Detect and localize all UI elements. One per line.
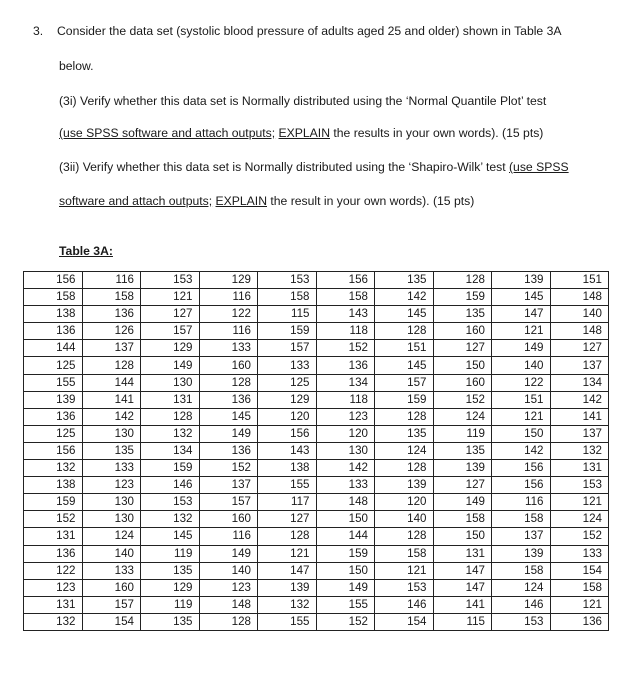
table-cell: 155: [258, 477, 317, 494]
table-cell: 141: [550, 408, 609, 425]
table-cell: 124: [550, 511, 609, 528]
table-cell: 120: [316, 425, 375, 442]
table-cell: 132: [24, 460, 83, 477]
table-cell: 130: [82, 494, 141, 511]
table-cell: 151: [492, 391, 551, 408]
table-cell: 131: [433, 545, 492, 562]
table-cell: 121: [492, 323, 551, 340]
table-cell: 149: [199, 545, 258, 562]
table-cell: 155: [258, 613, 317, 630]
table-cell: 140: [82, 545, 141, 562]
table-cell: 115: [433, 613, 492, 630]
table-cell: 128: [375, 408, 434, 425]
table-cell: 137: [82, 340, 141, 357]
table-cell: 130: [82, 425, 141, 442]
table-cell: 128: [375, 528, 434, 545]
table-cell: 141: [82, 391, 141, 408]
table-cell: 127: [433, 477, 492, 494]
table-cell: 158: [550, 579, 609, 596]
table-row: [24, 425, 609, 442]
table-cell: 133: [82, 562, 141, 579]
table-cell: 153: [141, 272, 200, 289]
table-cell: 145: [492, 289, 551, 306]
table-cell: 124: [82, 528, 141, 545]
question-intro-continuation: below.: [59, 59, 94, 73]
table-row: [24, 613, 609, 630]
table-cell: 153: [492, 613, 551, 630]
table-cell: 158: [24, 289, 83, 306]
table-cell: 130: [82, 511, 141, 528]
table-cell: 129: [199, 272, 258, 289]
table-cell: 131: [24, 528, 83, 545]
table-cell: 136: [24, 545, 83, 562]
table-cell: 140: [492, 357, 551, 374]
table-cell: 152: [550, 528, 609, 545]
table-cell: 135: [375, 425, 434, 442]
table-cell: 158: [316, 289, 375, 306]
table-cell: 140: [375, 511, 434, 528]
table-cell: 134: [141, 442, 200, 459]
table-cell: 119: [433, 425, 492, 442]
table-row: [24, 442, 609, 459]
data-table: [23, 271, 609, 631]
table-cell: 123: [316, 408, 375, 425]
table-cell: 133: [258, 357, 317, 374]
table-cell: 158: [375, 545, 434, 562]
table-cell: 145: [375, 357, 434, 374]
table-cell: 120: [258, 408, 317, 425]
table-cell: 133: [550, 545, 609, 562]
table-row: [24, 545, 609, 562]
part2-line2: [59, 192, 474, 210]
table-cell: 135: [433, 306, 492, 323]
table-cell: 116: [492, 494, 551, 511]
table-cell: 136: [316, 357, 375, 374]
table-cell: 147: [492, 306, 551, 323]
table-cell: 124: [375, 442, 434, 459]
table-cell: 125: [24, 357, 83, 374]
table-cell: 137: [199, 477, 258, 494]
table-cell: 152: [316, 613, 375, 630]
table-cell: 159: [316, 545, 375, 562]
table-cell: 121: [258, 545, 317, 562]
table-cell: 127: [258, 511, 317, 528]
table-row: [24, 477, 609, 494]
table-cell: 136: [199, 442, 258, 459]
table-cell: 154: [375, 613, 434, 630]
table-row: [24, 391, 609, 408]
table-cell: 139: [24, 391, 83, 408]
table-cell: 132: [141, 425, 200, 442]
table-cell: 119: [141, 545, 200, 562]
part1-line1: (3i) Verify whether this data set is Normally distributed using the ‘Normal Quantile Plot’ test: [59, 94, 547, 108]
table-cell: 129: [258, 391, 317, 408]
part1-line2: [59, 124, 543, 142]
table-cell: 129: [141, 340, 200, 357]
table-cell: 136: [24, 323, 83, 340]
table-cell: 116: [199, 289, 258, 306]
table-cell: 155: [316, 596, 375, 613]
table-cell: 159: [258, 323, 317, 340]
table-cell: 122: [199, 306, 258, 323]
table-cell: 152: [24, 511, 83, 528]
table-cell: 159: [141, 460, 200, 477]
table-cell: 153: [375, 579, 434, 596]
table-cell: 144: [24, 340, 83, 357]
table-row: [24, 528, 609, 545]
table-cell: 130: [316, 442, 375, 459]
table-cell: 151: [550, 272, 609, 289]
table-cell: 145: [375, 306, 434, 323]
table-cell: 156: [24, 442, 83, 459]
table-cell: 156: [492, 477, 551, 494]
table-cell: 150: [433, 357, 492, 374]
table-cell: 128: [82, 357, 141, 374]
table-cell: 123: [24, 579, 83, 596]
table-cell: 147: [433, 579, 492, 596]
table-cell: 152: [199, 460, 258, 477]
table-cell: 129: [141, 579, 200, 596]
table-cell: 144: [82, 374, 141, 391]
table-cell: 120: [375, 494, 434, 511]
table-cell: 118: [316, 391, 375, 408]
table-cell: 138: [258, 460, 317, 477]
table-cell: 148: [199, 596, 258, 613]
table-cell: 152: [316, 340, 375, 357]
table-cell: 128: [375, 460, 434, 477]
table-row: [24, 562, 609, 579]
table-cell: 158: [492, 562, 551, 579]
table-cell: 130: [141, 374, 200, 391]
table-row: [24, 340, 609, 357]
table-cell: 139: [492, 272, 551, 289]
table-cell: 125: [24, 425, 83, 442]
table-row: [24, 272, 609, 289]
table-cell: 128: [199, 374, 258, 391]
part2-explain-keyword: EXPLAIN: [215, 194, 267, 208]
table-row: [24, 374, 609, 391]
part1-explain-keyword: EXPLAIN: [278, 126, 330, 140]
table-cell: 132: [24, 613, 83, 630]
table-cell: 151: [375, 340, 434, 357]
table-cell: 131: [550, 460, 609, 477]
table-row: [24, 596, 609, 613]
table-cell: 124: [433, 408, 492, 425]
table-cell: 148: [316, 494, 375, 511]
table-cell: 128: [258, 528, 317, 545]
table-cell: 121: [550, 494, 609, 511]
table-cell: 124: [492, 579, 551, 596]
table-cell: 135: [141, 613, 200, 630]
table-cell: 150: [316, 562, 375, 579]
table-cell: 145: [141, 528, 200, 545]
table-cell: 158: [258, 289, 317, 306]
table-cell: 150: [492, 425, 551, 442]
table-cell: 160: [433, 323, 492, 340]
table-cell: 157: [375, 374, 434, 391]
table-cell: 142: [550, 391, 609, 408]
table-cell: 146: [375, 596, 434, 613]
table-cell: 137: [492, 528, 551, 545]
table-cell: 122: [492, 374, 551, 391]
question-number: 3.: [33, 24, 44, 38]
question-intro-text: Consider the data set (systolic blood pressure of adults aged 25 and older) shown in Table 3A: [57, 24, 562, 38]
table-cell: 135: [375, 272, 434, 289]
table-cell: 139: [375, 477, 434, 494]
table-row: [24, 579, 609, 596]
table-cell: 142: [492, 442, 551, 459]
table-cell: 133: [199, 340, 258, 357]
table-cell: 136: [199, 391, 258, 408]
table-cell: 160: [433, 374, 492, 391]
table-cell: 136: [24, 408, 83, 425]
table-cell: 149: [141, 357, 200, 374]
part2-spss-instruction-end: software and attach outputs;: [59, 194, 213, 208]
table-cell: 132: [141, 511, 200, 528]
table-cell: 153: [258, 272, 317, 289]
table-row: [24, 357, 609, 374]
table-cell: 127: [433, 340, 492, 357]
part2-text: (3ii) Verify whether this data set is Normally distributed using the ‘Shapiro-Wilk’ test: [59, 160, 506, 174]
table-cell: 156: [316, 272, 375, 289]
table-cell: 160: [199, 357, 258, 374]
table-row: [24, 460, 609, 477]
table-cell: 116: [199, 528, 258, 545]
table-cell: 135: [141, 562, 200, 579]
table-cell: 150: [316, 511, 375, 528]
table-cell: 158: [82, 289, 141, 306]
table-cell: 135: [433, 442, 492, 459]
table-row: [24, 323, 609, 340]
table-cell: 123: [199, 579, 258, 596]
table-cell: 157: [199, 494, 258, 511]
table-cell: 118: [316, 323, 375, 340]
table-cell: 136: [550, 613, 609, 630]
table-cell: 127: [550, 340, 609, 357]
table-cell: 131: [141, 391, 200, 408]
table-cell: 147: [258, 562, 317, 579]
table-cell: 157: [141, 323, 200, 340]
table-title: Table 3A:: [59, 244, 113, 258]
table-cell: 158: [433, 511, 492, 528]
table-cell: 116: [82, 272, 141, 289]
part2-line1: [59, 158, 569, 176]
part2-rest-text: the result in your own words). (15 pts): [270, 194, 475, 208]
table-cell: 119: [141, 596, 200, 613]
table-cell: 116: [199, 323, 258, 340]
table-row: [24, 408, 609, 425]
table-row: [24, 306, 609, 323]
table-cell: 149: [199, 425, 258, 442]
table-cell: 126: [82, 323, 141, 340]
table-cell: 136: [82, 306, 141, 323]
table-cell: 137: [550, 425, 609, 442]
table-cell: 142: [82, 408, 141, 425]
table-cell: 115: [258, 306, 317, 323]
table-cell: 149: [433, 494, 492, 511]
table-cell: 140: [550, 306, 609, 323]
table-cell: 147: [433, 562, 492, 579]
table-cell: 156: [492, 460, 551, 477]
table-cell: 157: [82, 596, 141, 613]
table-row: [24, 289, 609, 306]
table-cell: 155: [24, 374, 83, 391]
table-cell: 128: [141, 408, 200, 425]
table-cell: 141: [433, 596, 492, 613]
table-cell: 154: [550, 562, 609, 579]
table-cell: 159: [375, 391, 434, 408]
table-cell: 137: [550, 357, 609, 374]
part2-spss-instruction-start: (use SPSS: [509, 160, 569, 174]
data-table-body: [24, 272, 609, 631]
table-cell: 125: [258, 374, 317, 391]
table-cell: 122: [24, 562, 83, 579]
table-cell: 146: [141, 477, 200, 494]
table-cell: 148: [550, 323, 609, 340]
table-cell: 134: [316, 374, 375, 391]
table-cell: 160: [82, 579, 141, 596]
table-cell: 121: [492, 408, 551, 425]
part1-spss-instruction: (use SPSS software and attach outputs;: [59, 126, 276, 140]
table-cell: 159: [24, 494, 83, 511]
table-cell: 143: [258, 442, 317, 459]
table-cell: 131: [24, 596, 83, 613]
table-cell: 128: [375, 323, 434, 340]
table-cell: 152: [433, 391, 492, 408]
table-cell: 133: [316, 477, 375, 494]
table-cell: 142: [316, 460, 375, 477]
table-cell: 140: [199, 562, 258, 579]
table-cell: 139: [258, 579, 317, 596]
table-cell: 159: [433, 289, 492, 306]
table-cell: 121: [141, 289, 200, 306]
table-cell: 150: [433, 528, 492, 545]
table-cell: 158: [492, 511, 551, 528]
table-cell: 145: [199, 408, 258, 425]
table-cell: 132: [258, 596, 317, 613]
table-cell: 135: [82, 442, 141, 459]
table-cell: 156: [258, 425, 317, 442]
table-cell: 143: [316, 306, 375, 323]
table-cell: 128: [433, 272, 492, 289]
table-cell: 154: [82, 613, 141, 630]
part1-rest-text: the results in your own words). (15 pts): [333, 126, 544, 140]
table-cell: 156: [24, 272, 83, 289]
table-cell: 138: [24, 306, 83, 323]
question-intro-line: [33, 22, 562, 40]
table-cell: 153: [550, 477, 609, 494]
table-cell: 132: [550, 442, 609, 459]
table-row: [24, 511, 609, 528]
table-cell: 134: [550, 374, 609, 391]
table-cell: 139: [433, 460, 492, 477]
table-cell: 142: [375, 289, 434, 306]
table-cell: 139: [492, 545, 551, 562]
table-cell: 146: [492, 596, 551, 613]
table-cell: 149: [492, 340, 551, 357]
table-cell: 133: [82, 460, 141, 477]
table-cell: 153: [141, 494, 200, 511]
table-cell: 128: [199, 613, 258, 630]
table-cell: 157: [258, 340, 317, 357]
table-cell: 121: [375, 562, 434, 579]
table-cell: 149: [316, 579, 375, 596]
table-row: [24, 494, 609, 511]
table-cell: 144: [316, 528, 375, 545]
table-cell: 160: [199, 511, 258, 528]
table-cell: 121: [550, 596, 609, 613]
table-cell: 123: [82, 477, 141, 494]
table-cell: 148: [550, 289, 609, 306]
table-cell: 117: [258, 494, 317, 511]
table-cell: 138: [24, 477, 83, 494]
table-cell: 127: [141, 306, 200, 323]
